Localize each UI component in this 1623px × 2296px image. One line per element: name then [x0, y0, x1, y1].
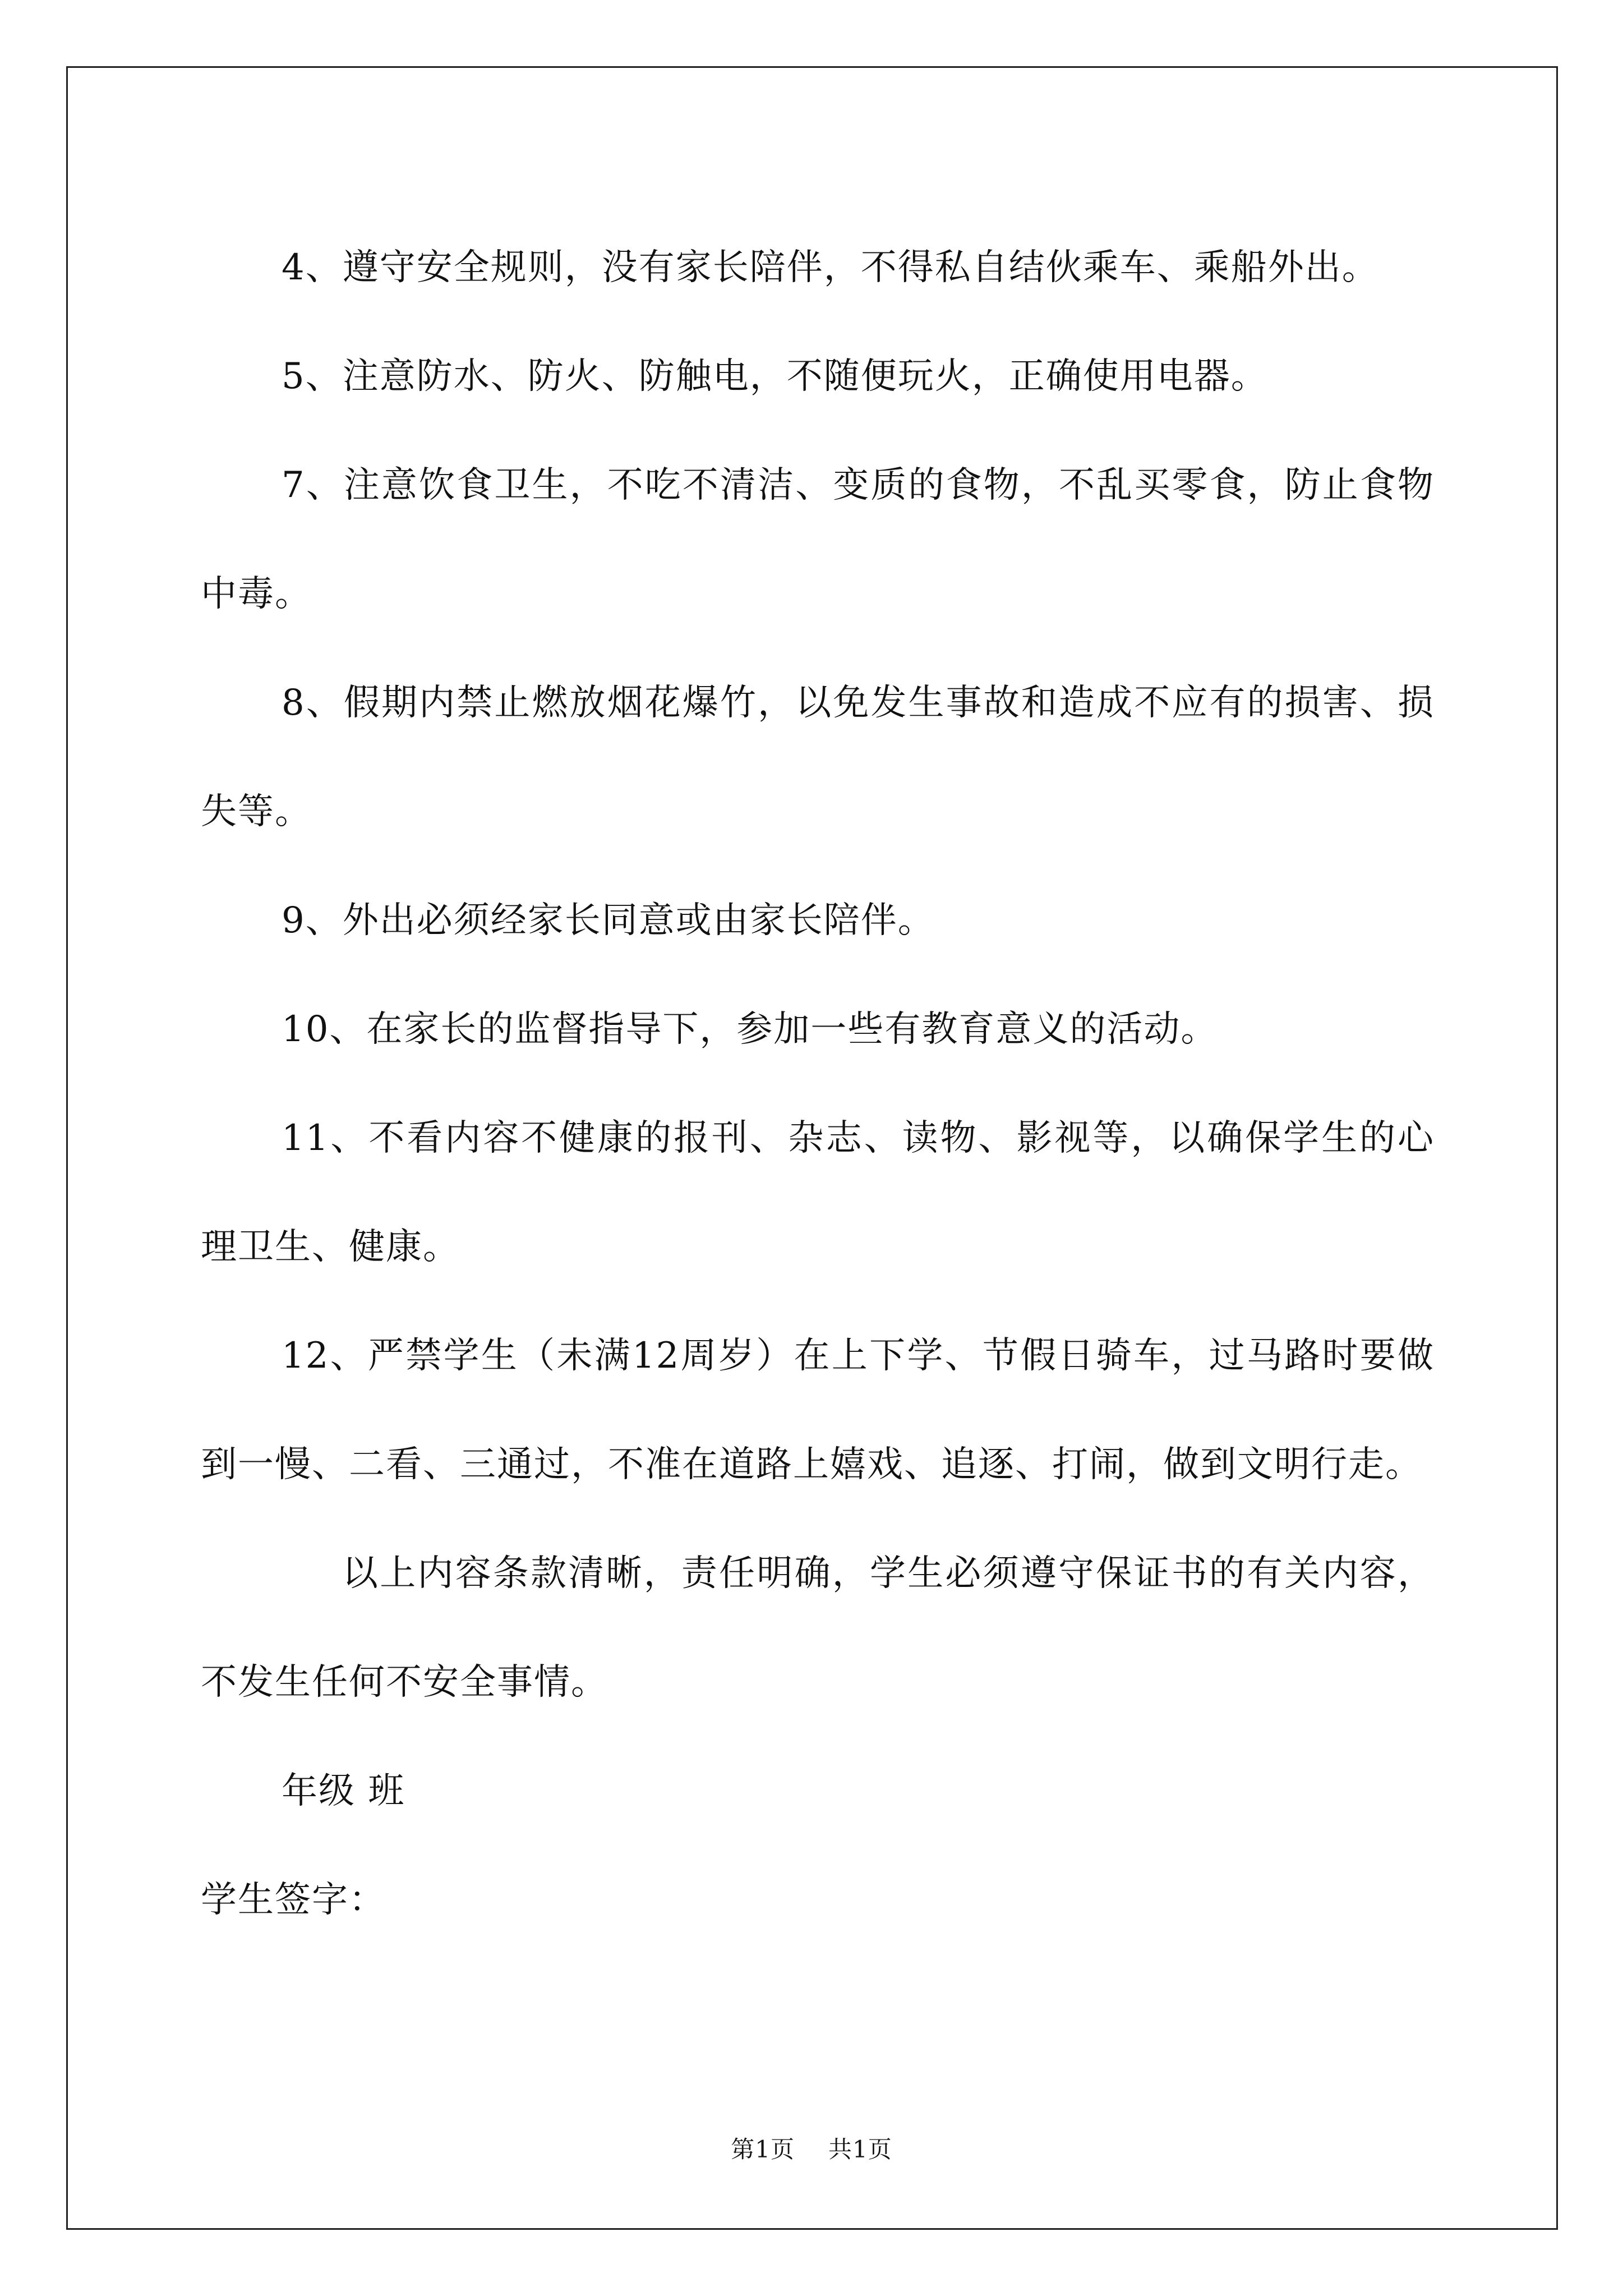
rule-item-10: 10、在家长的监督指导下，参加一些有教育意义的活动。 — [282, 1009, 1218, 1050]
page-number-total: 共1页 — [828, 2136, 892, 2163]
rule-item-5: 5、注意防水、防火、防触电，不随便玩火，正确使用电器。 — [282, 356, 1268, 397]
rule-item-4: 4、遵守安全规则，没有家长陪伴，不得私自结伙乘车、乘船外出。 — [282, 247, 1379, 288]
rule-item-11: 11、不看内容不健康的报刊、杂志、读物、影视等，以确保学生的心理卫生、健康。 — [201, 1117, 1435, 1268]
rule-item-8: 8、假期内禁止燃放烟花爆竹，以免发生事故和造成不应有的损害、损失等。 — [201, 682, 1435, 832]
page-footer — [0, 2135, 1623, 2164]
rule-item-7: 7、注意饮食卫生，不吃不清洁、变质的食物，不乱买零食，防止食物中毒。 — [201, 464, 1435, 615]
document-body — [201, 213, 1435, 1954]
rule-item-9: 9、外出必须经家长同意或由家长陪伴。 — [282, 900, 935, 941]
grade-class-line: 年级 班 — [282, 1770, 405, 1812]
page-number-current: 第1页 — [731, 2136, 795, 2163]
closing-statement: 以上内容条款清晰，责任明确，学生必须遵守保证书的有关内容，不发生任何不安全事情。 — [201, 1553, 1435, 1703]
rule-item-12: 12、严禁学生（未满12周岁）在上下学、节假日骑车，过马路时要做到一慢、二看、三通过，不准在道路上嬉戏、追逐、打闹，做到文明行走。 — [201, 1335, 1435, 1485]
signature-label: 学生签字： — [201, 1879, 386, 1921]
